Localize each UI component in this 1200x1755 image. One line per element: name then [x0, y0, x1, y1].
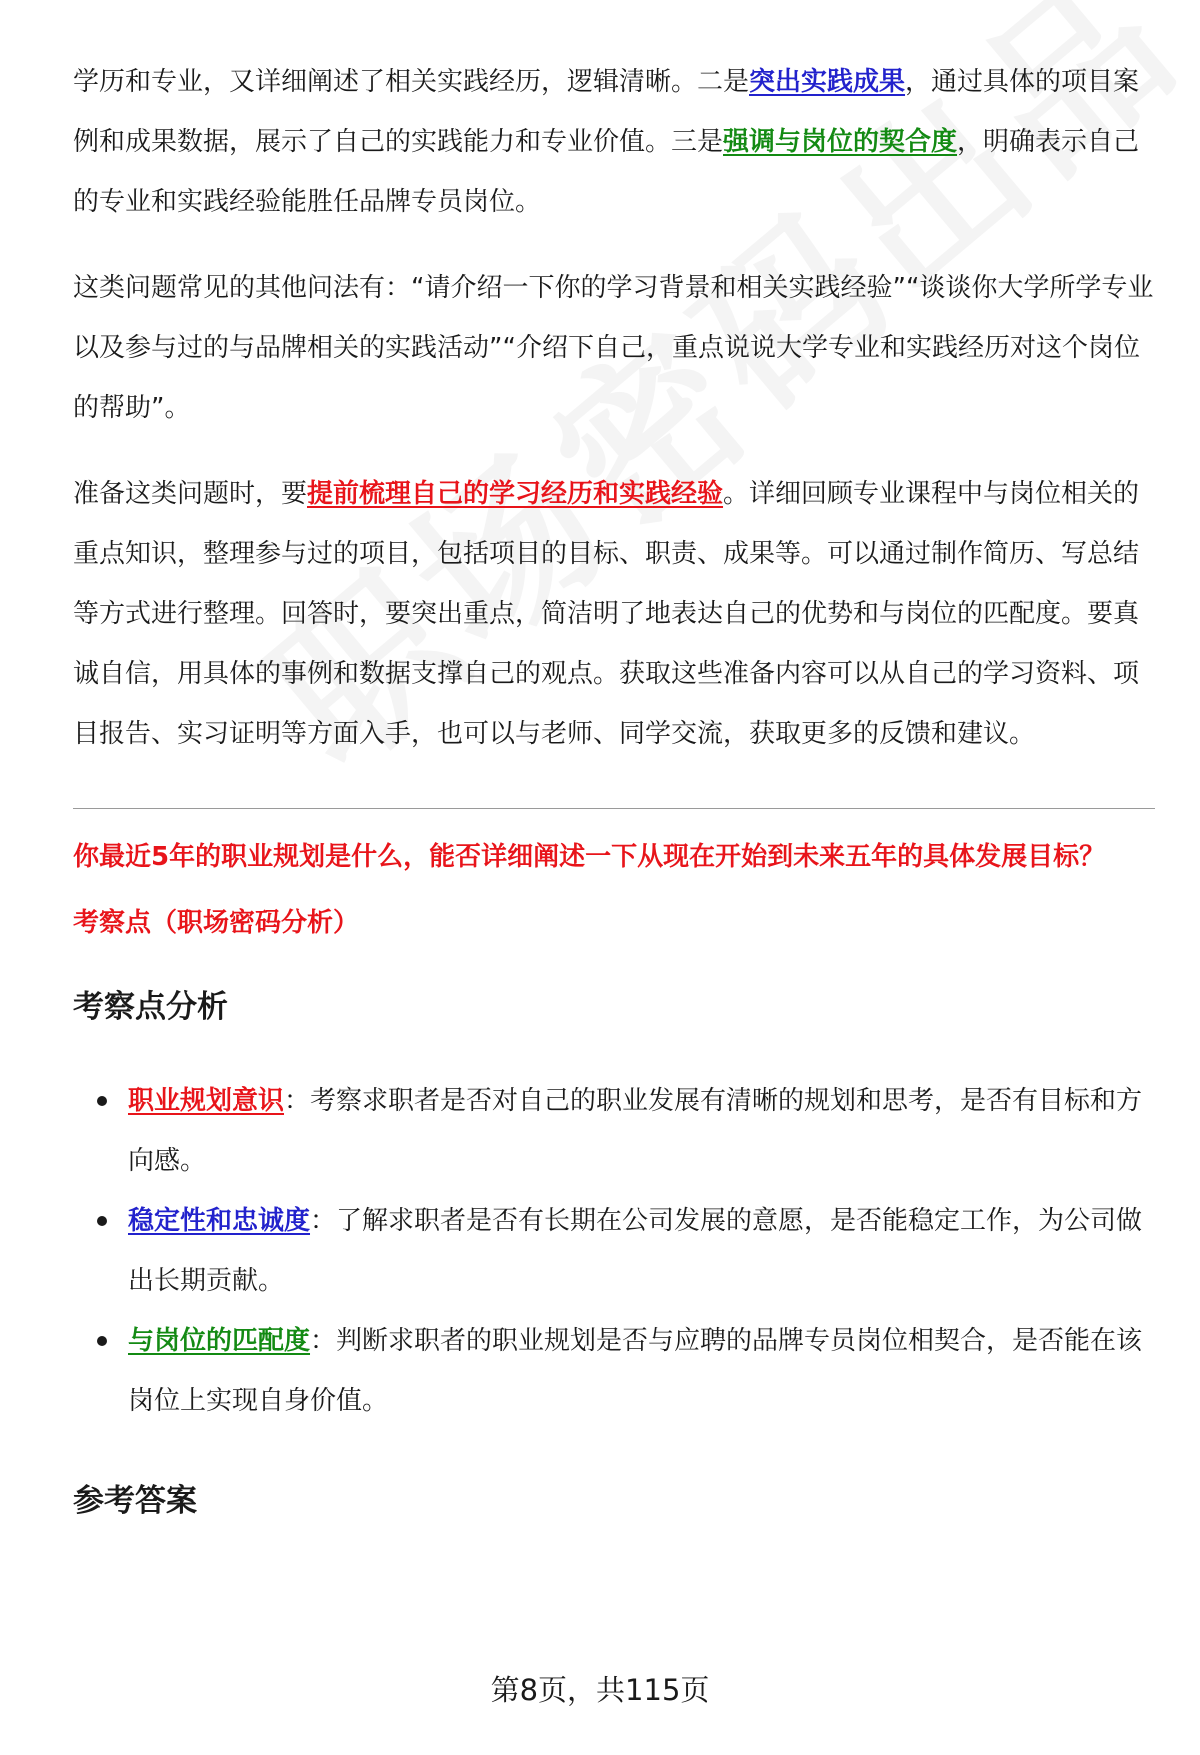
list-item [73, 1311, 1155, 1431]
subheading-key-points: 考察点（职场密码分析） [73, 908, 360, 938]
page-footer: 第8页，共115页 [490, 1673, 710, 1707]
highlight-practice-results: 突出实践成果 [749, 67, 906, 97]
text-run: ，明确表示自己的专业和实践经验能胜任品牌专员岗位。 [73, 127, 1140, 217]
text-run: ，通过具体的项目案例和成果数据，展示了自己的实践能力和专业价值。三是 [73, 67, 1140, 157]
point-label-career-planning: 职业规划意识 [128, 1086, 285, 1116]
point-text: ：判断求职者的职业规划是否与应聘的品牌专员岗位相契合，是否能在该岗位上实现自身价值。 [128, 1326, 1143, 1416]
interview-question: 你最近5年的职业规划是什么，能否详细阐述一下从现在开始到未来五年的具体发展目标？ [73, 842, 1106, 872]
point-text: ：了解求职者是否有长期在公司发展的意愿，是否能稳定工作，为公司做出长期贡献。 [128, 1206, 1143, 1296]
text-run: 。详细回顾专业课程中与岗位相关的重点知识，整理参与过的项目，包括项目的目标、职责、成果等。可以通过制作简历、写总结等方式进行整理。回答时，要突出重点，简洁明了地表达自己的优势和与岗位的匹配度。要真诚自信，用具体的事例和数据支撑自己的观点。获取这些准备内容可以从自己的学习资料、项目报告、实习证明等方面入手，也可以与老师、同学交流，获取更多的反馈和建议。 [73, 479, 1140, 749]
highlight-job-fit: 强调与岗位的契合度 [723, 127, 958, 157]
list-item [73, 1071, 1155, 1191]
paragraph-answer-analysis [73, 52, 1155, 232]
section-divider [73, 808, 1155, 809]
section-title-analysis: 考察点分析 [73, 989, 228, 1025]
paragraph-alternative-questions: 这类问题常见的其他问法有：“请介绍一下你的学习背景和相关实践经验”“谈谈你大学所学专业以及参与过的与品牌相关的实践活动”“介绍下自己，重点说说大学专业和实践经历对这个岗位的帮助”。 [73, 273, 1154, 423]
section-title-reference-answer: 参考答案 [73, 1483, 197, 1519]
list-item [73, 1191, 1155, 1311]
point-text: ：考察求职者是否对自己的职业发展有清晰的规划和思考，是否有目标和方向感。 [128, 1086, 1143, 1176]
paragraph-preparation [73, 464, 1155, 764]
document-page [73, 52, 1155, 1523]
analysis-point-list [73, 1071, 1155, 1431]
text-run: 准备这类问题时，要 [73, 479, 308, 509]
text-run: 学历和专业，又详细阐述了相关实践经历，逻辑清晰。二是 [73, 67, 750, 97]
highlight-prepare-experience: 提前梳理自己的学习经历和实践经验 [307, 479, 724, 509]
point-label-stability: 稳定性和忠诚度 [128, 1206, 311, 1236]
point-label-job-match: 与岗位的匹配度 [128, 1326, 311, 1356]
